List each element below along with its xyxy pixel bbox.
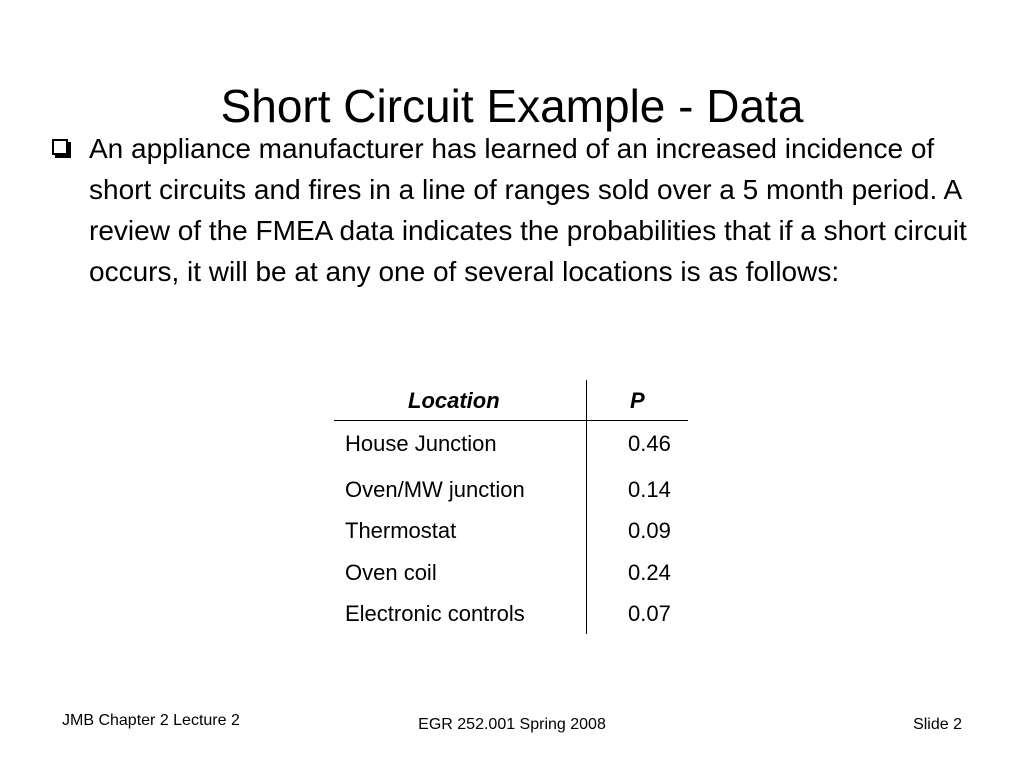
bullet-text: An appliance manufacturer has learned of an increased incidence of short circuits and fires in a line of ranges sold over a 5 month period. A review of the FMEA data indicates the probabilities that if a short circuit occurs, it will be at any one of several locations is as follows: [89,133,967,287]
footer-center: EGR 252.001 Spring 2008 [418,716,606,733]
table-row [334,560,688,590]
table-header-divider [334,420,688,421]
table-row [334,518,688,548]
probability-cell: 0.09 [628,518,671,543]
location-cell: House Junction [345,431,497,456]
location-cell: Thermostat [345,518,457,543]
column-header-p: P [630,388,645,413]
table-row [334,477,688,507]
location-cell: Electronic controls [345,601,525,626]
probability-cell: 0.24 [628,560,671,585]
table-row [334,601,688,631]
probability-cell: 0.14 [628,477,671,502]
probability-table [334,380,690,634]
footer-slide-number: Slide 2 [913,716,962,733]
table-row [334,431,688,461]
location-cell: Oven/MW junction [345,477,525,502]
footer-left: JMB Chapter 2 Lecture 2 [62,712,240,729]
slide-title: Short Circuit Example - Data [220,79,804,132]
table-column-divider [586,380,587,634]
location-cell: Oven coil [345,560,437,585]
column-header-location: Location [408,388,500,413]
probability-cell: 0.07 [628,601,671,626]
probability-cell: 0.46 [628,431,671,456]
hollow-square-bullet-icon [52,139,68,155]
